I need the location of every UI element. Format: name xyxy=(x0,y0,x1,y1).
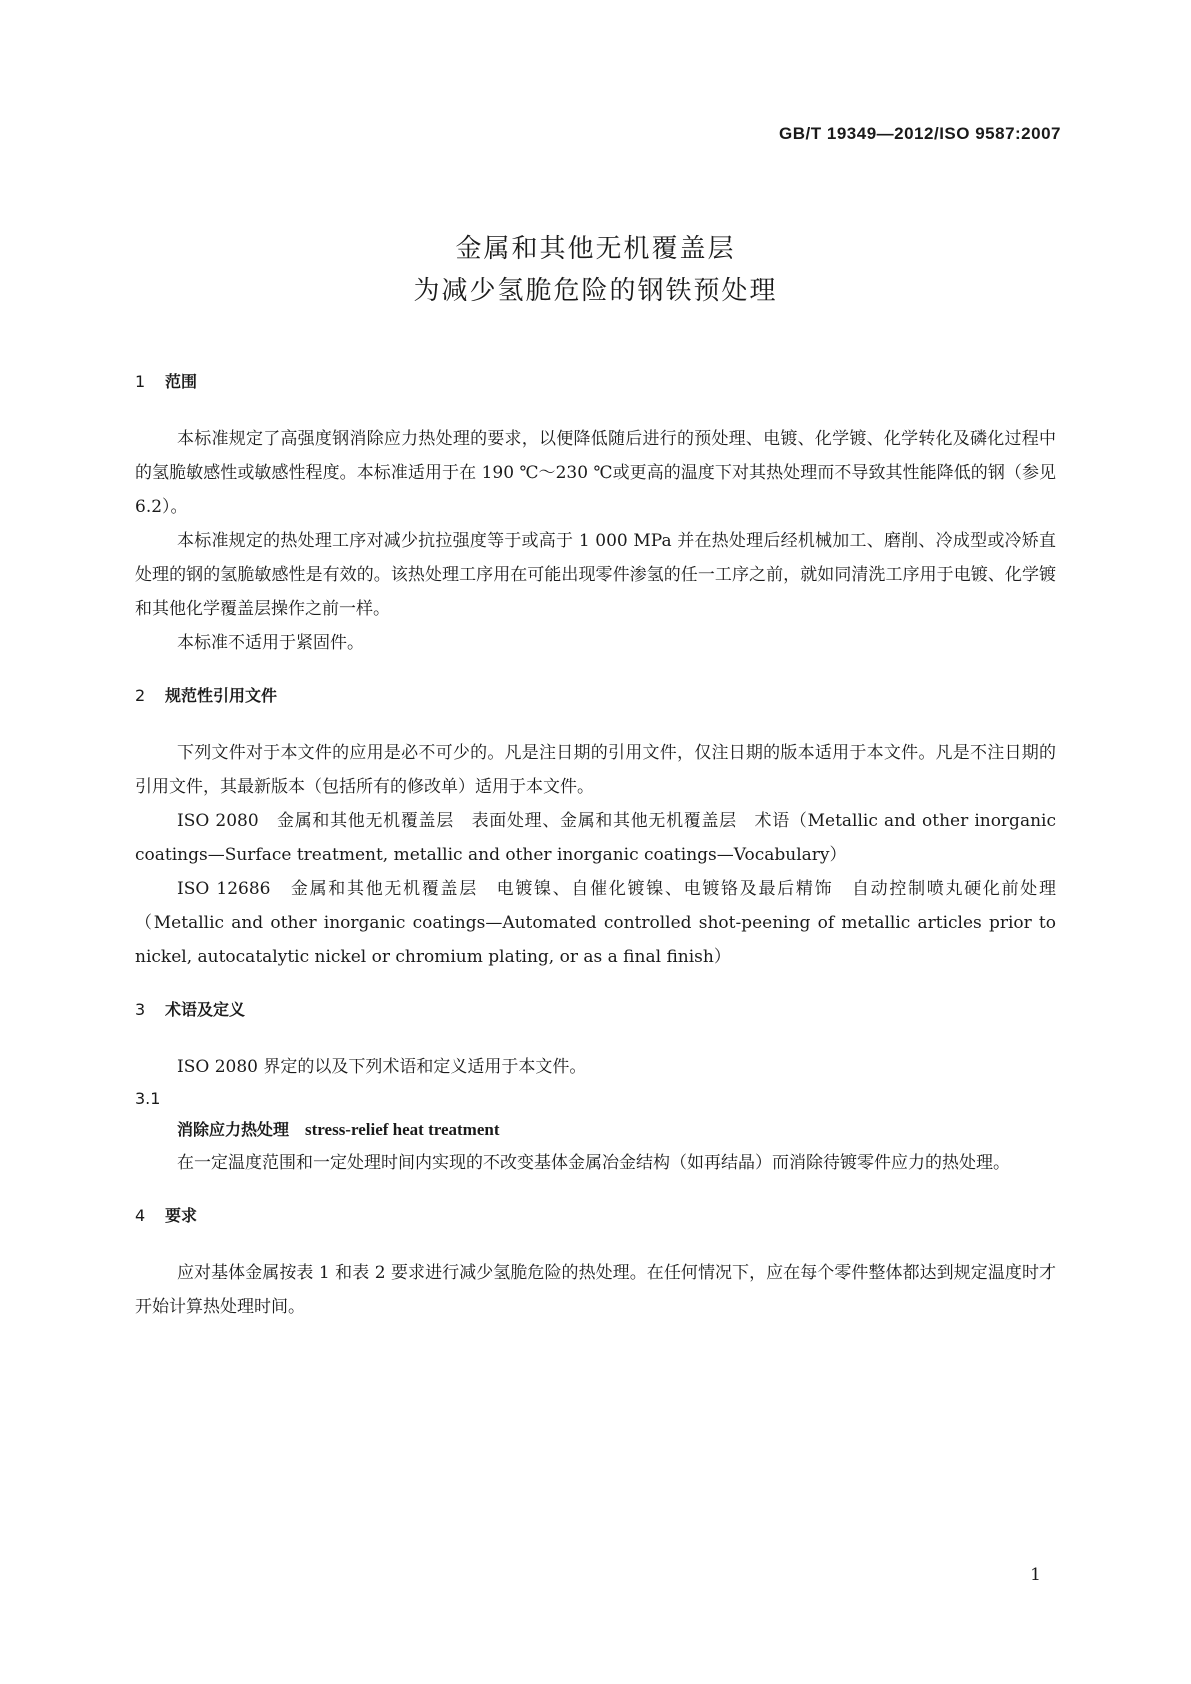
section-title: 范围 xyxy=(165,372,198,391)
section-1-heading xyxy=(135,372,1056,392)
subclause-number: 3.1 xyxy=(135,1089,161,1108)
paragraph: ISO 2080 界定的以及下列术语和定义适用于本文件。 xyxy=(177,1057,587,1077)
page-number: 1 xyxy=(1030,1565,1041,1585)
section-number: 1 xyxy=(135,372,146,391)
title-line-1: 金属和其他无机覆盖层 xyxy=(455,234,736,264)
document-body xyxy=(135,372,1056,1324)
term-chinese: 消除应力热处理 xyxy=(177,1120,290,1139)
title-line-2: 为减少氢脆危险的钢铁预处理 xyxy=(413,276,778,306)
term-entry xyxy=(135,1114,1056,1146)
paragraph: 本标准规定了高强度钢消除应力热处理的要求，以便降低随后进行的预处理、电镀、化学镀、化学转化及磷化过程中的氢脆敏感性或敏感性程度。本标准适用于在 190 ℃～230 ℃或更高的温度下对其热处理而不导致其性能降低的钢（参见 6.2）。 xyxy=(135,429,1056,517)
term-definition: 在一定温度范围和一定处理时间内实现的不改变基体金属冶金结构（如再结晶）而消除待镀零件应力的热处理。 xyxy=(177,1153,1010,1173)
section-number: 4 xyxy=(135,1206,146,1225)
reference-iso-2080: ISO 2080 金属和其他无机覆盖层 表面处理、金属和其他无机覆盖层 术语（Metallic and other inorganic coatings—Surface treatment, metallic and other inorganic coatings—Vocabulary） xyxy=(135,811,1056,865)
paragraph: 应对基体金属按表 1 和表 2 要求进行减少氢脆危险的热处理。在任何情况下，应在每个零件整体都达到规定温度时才开始计算热处理时间。 xyxy=(135,1263,1056,1317)
section-title: 要求 xyxy=(165,1206,198,1225)
paragraph: 本标准规定的热处理工序对减少抗拉强度等于或高于 1 000 MPa 并在热处理后经机械加工、磨削、冷成型或冷矫直处理的钢的氢脆敏感性是有效的。该热处理工序用在可能出现零件渗氢的任一工序之前，就如同清洗工序用于电镀、化学镀和其他化学覆盖层操作之前一样。 xyxy=(135,531,1056,619)
section-4-heading xyxy=(135,1206,1056,1226)
paragraph: 下列文件对于本文件的应用是必不可少的。凡是注日期的引用文件，仅注日期的版本适用于本文件。凡是不注日期的引用文件，其最新版本（包括所有的修改单）适用于本文件。 xyxy=(135,743,1056,797)
section-number: 2 xyxy=(135,686,146,705)
section-3-heading xyxy=(135,1000,1056,1020)
section-title: 规范性引用文件 xyxy=(165,686,278,705)
section-2-heading xyxy=(135,686,1056,706)
section-title: 术语及定义 xyxy=(165,1000,246,1019)
paragraph: 本标准不适用于紧固件。 xyxy=(177,633,364,653)
term-english: stress-relief heat treatment xyxy=(305,1120,500,1139)
standard-code: GB/T 19349—2012/ISO 9587:2007 xyxy=(779,124,1061,143)
section-number: 3 xyxy=(135,1000,146,1019)
reference-iso-12686: ISO 12686 金属和其他无机覆盖层 电镀镍、自催化镀镍、电镀铬及最后精饰 自动控制喷丸硬化前处理（Metallic and other inorganic coatings—Automated controlled shot-peening of metallic articles prior to nickel, autocatalytic nickel or chromium plating, or as a final finish） xyxy=(135,879,1056,967)
